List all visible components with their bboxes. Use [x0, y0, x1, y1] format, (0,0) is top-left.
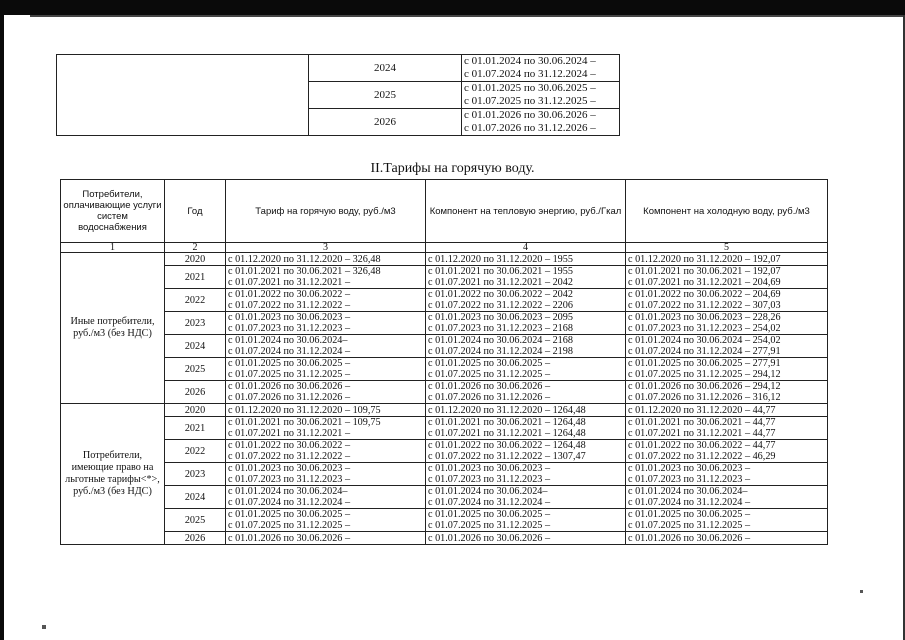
- column-number: 4: [426, 243, 626, 253]
- hot-tariff-cell: [226, 509, 426, 532]
- tariff-line: с 01.07.2026 по 31.12.2026 –: [428, 392, 551, 403]
- cold-tariff-cell: [626, 486, 828, 509]
- period-cell: [462, 109, 620, 136]
- heat-tariff-cell: [426, 266, 626, 289]
- table-row: [61, 440, 828, 463]
- tariff-line: с 01.01.2021 по 30.06.2021 – 44,77: [628, 417, 776, 428]
- tariff-line: с 01.07.2023 по 31.12.2023 –: [228, 323, 351, 334]
- heat-tariff-cell: [426, 335, 626, 358]
- hot-tariff-cell: [226, 335, 426, 358]
- tariff-line: с 01.01.2023 по 30.06.2023 –: [628, 463, 751, 474]
- tariff-line: с 01.01.2026 по 30.06.2026 –: [228, 381, 351, 392]
- tariff-line: с 01.07.2021 по 31.12.2021 – 204,69: [628, 277, 781, 288]
- tariff-line: с 01.07.2023 по 31.12.2023 –: [228, 474, 351, 485]
- tariff-line: с 01.07.2025 по 31.12.2025 –: [428, 520, 551, 531]
- tariff-line: с 01.07.2026 по 31.12.2026 –: [464, 122, 596, 134]
- tariff-line: с 01.12.2020 по 31.12.2020 – 44,77: [628, 404, 776, 416]
- tariff-line: с 01.12.2020 по 31.12.2020 – 192,07: [628, 253, 781, 265]
- hot-tariff-cell: [226, 358, 426, 381]
- hot-tariff-cell: [226, 253, 426, 266]
- tariff-line: с 01.12.2020 по 31.12.2020 – 1955: [428, 253, 573, 265]
- cold-tariff-cell: [626, 266, 828, 289]
- consumer-group-label: Иные потребители, руб./м3 (без НДС): [61, 253, 165, 404]
- year-cell: 2021: [165, 417, 226, 440]
- period-cell: [462, 82, 620, 109]
- year-cell: 2022: [165, 289, 226, 312]
- year-cell: 2023: [165, 312, 226, 335]
- section-title: II.Тарифы на горячую воду.: [370, 161, 535, 176]
- tariff-line: с 01.01.2024 по 30.06.2024–: [628, 486, 748, 497]
- tariff-line: с 01.01.2022 по 30.06.2022 –: [228, 440, 351, 451]
- year-cell: 2026: [309, 109, 462, 136]
- tariff-line: с 01.01.2024 по 30.06.2024–: [428, 486, 548, 497]
- hot-tariff-cell: [226, 440, 426, 463]
- tariff-line: с 01.07.2022 по 31.12.2022 – 46,29: [628, 451, 776, 462]
- tariff-line: с 01.07.2024 по 31.12.2024 – 2198: [428, 346, 573, 357]
- empty-consumer-cell: [57, 55, 309, 136]
- tariff-line: с 01.07.2021 по 31.12.2021 –: [228, 277, 351, 288]
- tariff-line: с 01.01.2026 по 30.06.2026 –: [428, 532, 551, 544]
- year-cell: 2024: [165, 486, 226, 509]
- tariff-line: с 01.01.2022 по 30.06.2022 – 2042: [428, 289, 573, 300]
- tariff-line: с 01.01.2024 по 30.06.2024–: [228, 335, 348, 346]
- column-number: 2: [165, 243, 226, 253]
- scan-speck: [860, 590, 863, 593]
- heat-tariff-cell: [426, 463, 626, 486]
- tariff-line: с 01.07.2023 по 31.12.2023 – 2168: [428, 323, 573, 334]
- tariff-line: с 01.01.2022 по 30.06.2022 – 44,77: [628, 440, 776, 451]
- hot-tariff-cell: [226, 312, 426, 335]
- tariff-line: с 01.07.2023 по 31.12.2023 –: [428, 474, 551, 485]
- table-row: [57, 55, 620, 82]
- tariff-line: с 01.07.2025 по 31.12.2025 –: [428, 369, 551, 380]
- heat-tariff-cell: [426, 289, 626, 312]
- header-heat-component: Компонент на тепловую энергию, руб./Гкал: [426, 180, 626, 243]
- tariff-line: с 01.07.2021 по 31.12.2021 – 44,77: [628, 428, 776, 439]
- previous-tariff-table: [56, 54, 620, 136]
- tariff-line: с 01.07.2022 по 31.12.2022 –: [228, 451, 351, 462]
- tariff-line: с 01.01.2021 по 30.06.2021 – 326,48: [228, 266, 381, 277]
- tariff-line: с 01.07.2023 по 31.12.2023 –: [628, 474, 751, 485]
- column-number: 5: [626, 243, 828, 253]
- tariff-line: с 01.07.2022 по 31.12.2022 – 2206: [428, 300, 573, 311]
- tariff-line: с 01.01.2026 по 30.06.2026 –: [628, 532, 751, 544]
- tariff-line: с 01.01.2026 по 30.06.2026 –: [428, 381, 551, 392]
- consumer-group-label: Потребители, имеющие право на льготные тарифы<*>, руб./м3 (без НДС): [61, 404, 165, 545]
- column-number: 1: [61, 243, 165, 253]
- cold-tariff-cell: [626, 381, 828, 404]
- tariff-line: с 01.01.2023 по 30.06.2023 – 228,26: [628, 312, 781, 323]
- tariff-line: с 01.01.2023 по 30.06.2023 –: [228, 312, 351, 323]
- tariff-line: с 01.01.2025 по 30.06.2025 –: [228, 358, 351, 369]
- tariff-line: с 01.01.2025 по 30.06.2025 –: [428, 358, 551, 369]
- table-row: [61, 532, 828, 545]
- hot-tariff-cell: [226, 381, 426, 404]
- tariff-line: с 01.07.2025 по 31.12.2025 –: [628, 520, 751, 531]
- tariff-line: с 01.01.2023 по 30.06.2023 –: [428, 463, 551, 474]
- header-consumers: Потребители, оплачивающие услуги систем водоснабжения: [61, 180, 165, 243]
- scan-left-border: [0, 0, 4, 640]
- tariff-line: с 01.01.2021 по 30.06.2021 – 109,75: [228, 417, 381, 428]
- table-row: [61, 417, 828, 440]
- table-row: [61, 463, 828, 486]
- tariff-line: с 01.07.2024 по 31.12.2024 –: [228, 346, 351, 357]
- hot-tariff-cell: [226, 404, 426, 417]
- hot-tariff-cell: [226, 266, 426, 289]
- table-row: [61, 335, 828, 358]
- hot-tariff-cell: [226, 486, 426, 509]
- heat-tariff-cell: [426, 404, 626, 417]
- year-cell: 2021: [165, 266, 226, 289]
- hot-tariff-cell: [226, 417, 426, 440]
- cold-tariff-cell: [626, 253, 828, 266]
- tariff-line: с 01.07.2024 по 31.12.2024 –: [428, 497, 551, 508]
- tariff-line: с 01.07.2025 по 31.12.2025 –: [464, 95, 596, 107]
- header-year: Год: [165, 180, 226, 243]
- tariff-line: с 01.01.2026 по 30.06.2026 –: [464, 109, 596, 121]
- table-row: [61, 509, 828, 532]
- cold-tariff-cell: [626, 532, 828, 545]
- hot-water-tariff-table: [60, 179, 828, 545]
- tariff-line: с 01.01.2025 по 30.06.2025 –: [428, 509, 551, 520]
- tariff-line: с 01.01.2022 по 30.06.2022 – 204,69: [628, 289, 781, 300]
- tariff-line: с 01.07.2022 по 31.12.2022 – 1307,47: [428, 451, 586, 462]
- tariff-line: с 01.01.2025 по 30.06.2025 –: [628, 509, 751, 520]
- tariff-line: с 01.12.2020 по 31.12.2020 – 326,48: [228, 253, 381, 265]
- tariff-line: с 01.01.2025 по 30.06.2025 – 277,91: [628, 358, 781, 369]
- heat-tariff-cell: [426, 440, 626, 463]
- tariff-line: с 01.01.2023 по 30.06.2023 –: [228, 463, 351, 474]
- tariff-line: с 01.07.2025 по 31.12.2025 –: [228, 369, 351, 380]
- year-cell: 2024: [165, 335, 226, 358]
- table-row: [61, 358, 828, 381]
- heat-tariff-cell: [426, 312, 626, 335]
- table-row: [61, 289, 828, 312]
- tariff-line: с 01.01.2022 по 30.06.2022 –: [228, 289, 351, 300]
- header-hot-water-tariff: Тариф на горячую воду, руб./м3: [226, 180, 426, 243]
- tariff-line: с 01.07.2024 по 31.12.2024 –: [464, 68, 596, 80]
- cold-tariff-cell: [626, 358, 828, 381]
- table-row: [61, 486, 828, 509]
- cold-tariff-cell: [626, 335, 828, 358]
- year-cell: 2024: [309, 55, 462, 82]
- tariff-line: с 01.01.2026 по 30.06.2026 –: [228, 532, 351, 544]
- tariff-line: с 01.01.2026 по 30.06.2026 – 294,12: [628, 381, 781, 392]
- tariff-line: с 01.01.2021 по 30.06.2021 – 1955: [428, 266, 573, 277]
- year-cell: 2020: [165, 404, 226, 417]
- tariff-line: с 01.07.2026 по 31.12.2026 – 316,12: [628, 392, 781, 403]
- year-cell: 2022: [165, 440, 226, 463]
- table-row: [61, 266, 828, 289]
- hot-tariff-cell: [226, 289, 426, 312]
- heat-tariff-cell: [426, 381, 626, 404]
- year-cell: 2023: [165, 463, 226, 486]
- year-cell: 2026: [165, 381, 226, 404]
- header-cold-water-component: Компонент на холодную воду, руб./м3: [626, 180, 828, 243]
- tariff-line: с 01.01.2024 по 30.06.2024 –: [464, 55, 596, 67]
- tariff-line: с 01.07.2025 по 31.12.2025 –: [228, 520, 351, 531]
- period-cell: [462, 55, 620, 82]
- cold-tariff-cell: [626, 463, 828, 486]
- tariff-line: с 01.07.2021 по 31.12.2021 –: [228, 428, 351, 439]
- table-row: [61, 253, 828, 266]
- year-cell: 2020: [165, 253, 226, 266]
- heat-tariff-cell: [426, 417, 626, 440]
- tariff-line: с 01.12.2020 по 31.12.2020 – 1264,48: [428, 404, 586, 416]
- table-row: [61, 381, 828, 404]
- tariff-line: с 01.01.2024 по 30.06.2024 – 254,02: [628, 335, 781, 346]
- cold-tariff-cell: [626, 404, 828, 417]
- tariff-line: с 01.01.2022 по 30.06.2022 – 1264,48: [428, 440, 586, 451]
- tariff-line: с 01.01.2024 по 30.06.2024 – 2168: [428, 335, 573, 346]
- tariff-line: с 01.01.2025 по 30.06.2025 –: [228, 509, 351, 520]
- tariff-line: с 01.07.2025 по 31.12.2025 – 294,12: [628, 369, 781, 380]
- heat-tariff-cell: [426, 253, 626, 266]
- cold-tariff-cell: [626, 509, 828, 532]
- table-row: [61, 312, 828, 335]
- scan-speck: [42, 625, 46, 629]
- tariff-line: с 01.07.2021 по 31.12.2021 – 2042: [428, 277, 573, 288]
- tariff-line: с 01.07.2024 по 31.12.2024 –: [628, 497, 751, 508]
- table-row: [61, 404, 828, 417]
- cold-tariff-cell: [626, 440, 828, 463]
- tariff-line: с 01.01.2025 по 30.06.2025 –: [464, 82, 596, 94]
- tariff-line: с 01.01.2023 по 30.06.2023 – 2095: [428, 312, 573, 323]
- heat-tariff-cell: [426, 486, 626, 509]
- cold-tariff-cell: [626, 312, 828, 335]
- tariff-line: с 01.12.2020 по 31.12.2020 – 109,75: [228, 404, 381, 416]
- tariff-line: с 01.07.2022 по 31.12.2022 – 307,03: [628, 300, 781, 311]
- tariff-line: с 01.07.2026 по 31.12.2026 –: [228, 392, 351, 403]
- heat-tariff-cell: [426, 358, 626, 381]
- cold-tariff-cell: [626, 417, 828, 440]
- tariff-line: с 01.07.2021 по 31.12.2021 – 1264,48: [428, 428, 586, 439]
- tariff-line: с 01.01.2021 по 30.06.2021 – 1264,48: [428, 417, 586, 428]
- column-number: 3: [226, 243, 426, 253]
- cold-tariff-cell: [626, 289, 828, 312]
- heat-tariff-cell: [426, 509, 626, 532]
- scan-top-border: [0, 0, 905, 15]
- tariff-line: с 01.01.2024 по 30.06.2024–: [228, 486, 348, 497]
- tariff-line: с 01.07.2024 по 31.12.2024 – 277,91: [628, 346, 781, 357]
- page-edge-top: [30, 15, 905, 17]
- year-cell: 2025: [309, 82, 462, 109]
- tariff-line: с 01.07.2024 по 31.12.2024 –: [228, 497, 351, 508]
- year-cell: 2025: [165, 509, 226, 532]
- heat-tariff-cell: [426, 532, 626, 545]
- tariff-line: с 01.07.2023 по 31.12.2023 – 254,02: [628, 323, 781, 334]
- hot-tariff-cell: [226, 463, 426, 486]
- tariff-line: с 01.07.2022 по 31.12.2022 –: [228, 300, 351, 311]
- year-cell: 2026: [165, 532, 226, 545]
- hot-tariff-cell: [226, 532, 426, 545]
- tariff-line: с 01.01.2021 по 30.06.2021 – 192,07: [628, 266, 781, 277]
- year-cell: 2025: [165, 358, 226, 381]
